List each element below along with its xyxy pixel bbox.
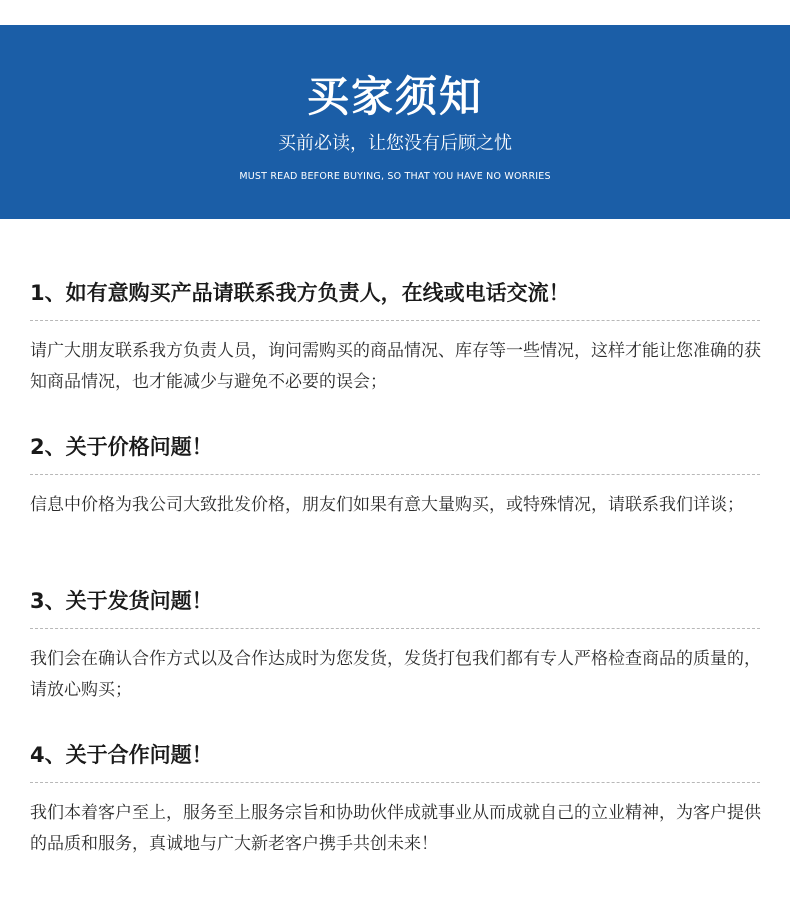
section-heading: 2、关于价格问题！ <box>30 435 213 459</box>
banner-subtitle-english: MUST READ BEFORE BUYING, SO THAT YOU HAVE NO WORRIES <box>239 171 551 182</box>
section-body: 请广大朋友联系我方负责人员，询问需购买的商品情况、库存等一些情况，这样才能让您准确的获知商品情况，也才能减少与避免不必要的误会； <box>30 341 761 392</box>
section-heading: 4、关于合作问题！ <box>30 743 213 767</box>
banner-title: 买家须知 <box>306 72 483 121</box>
section-body: 我们本着客户至上，服务至上服务宗旨和协助伙伴成就事业从而成就自己的立业精神，为客户提供的品质和服务，真诚地与广大新老客户携手共创未来！ <box>30 803 761 854</box>
banner-subtitle: 买前必读，让您没有后顾之忧 <box>278 133 512 154</box>
section-body: 信息中价格为我公司大致批发价格，朋友们如果有意大量购买，或特殊情况，请联系我们详谈； <box>30 495 744 515</box>
section-divider <box>30 782 760 783</box>
section-divider <box>30 320 760 321</box>
section-body: 我们会在确认合作方式以及合作达成时为您发货，发货打包我们都有专人严格检查商品的质量的，请放心购买； <box>30 649 761 700</box>
section-divider <box>30 628 760 629</box>
section-heading: 1、如有意购买产品请联系我方负责人，在线或电话交流！ <box>30 281 570 305</box>
header-banner <box>0 25 790 219</box>
section-heading: 3、关于发货问题！ <box>30 589 213 613</box>
section-divider <box>30 474 760 475</box>
